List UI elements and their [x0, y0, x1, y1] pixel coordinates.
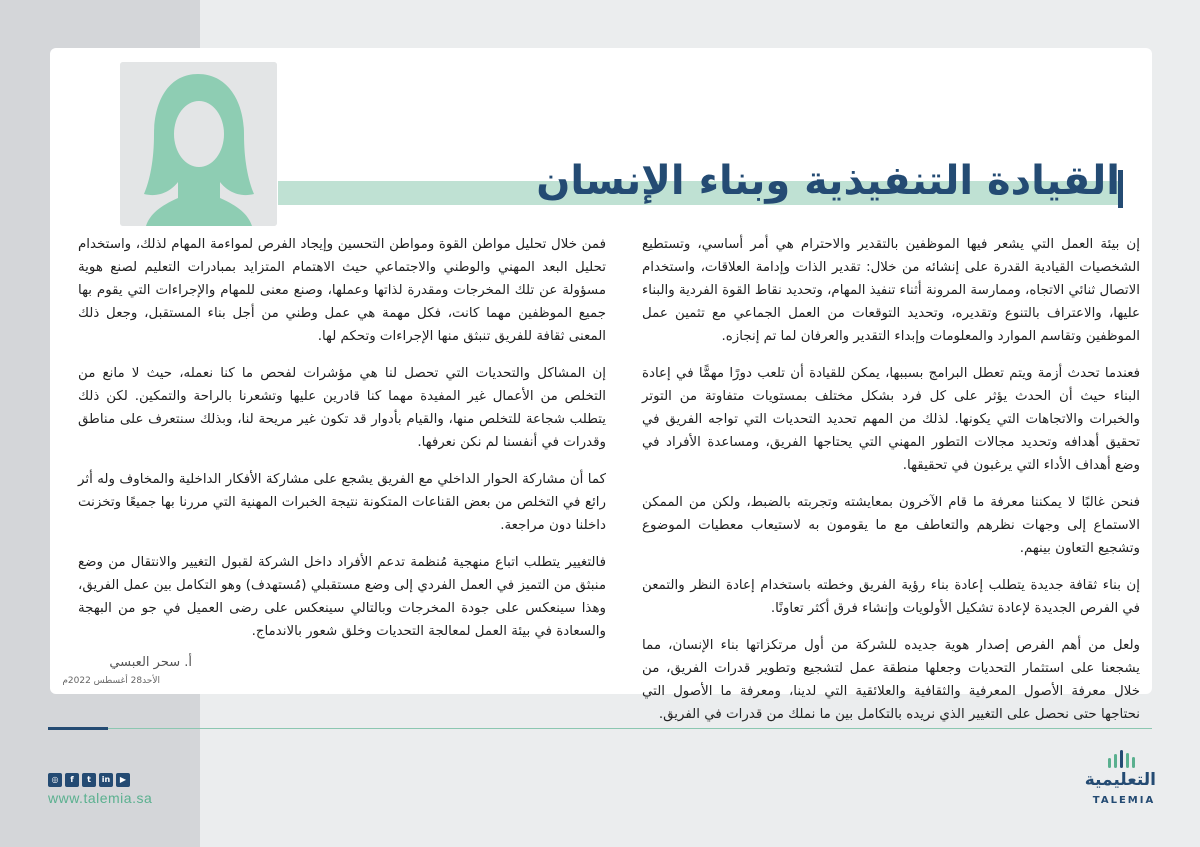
- paragraph: فعندما تحدث أزمة ويتم تعطل البرامج بسببها، يمكن للقيادة أن تلعب دورًا مهمًّا في إعادة البناء حيث أن الحدث يؤثر على كل فرد بشكل مختلف بمستويات متفاوتة من التوتر والخبرات والاتجاهات التي يكونها. لذلك من المهم تحديد التحديات التي تواجه الفريق في تحقيق أهدافه وتحديد مجالات التطور المهني التي يحتاجها الفريق، ومساعدة الأفراد في وضع أهداف الأداء التي يرغبون في تحقيقها.: [642, 366, 1140, 473]
- paragraph: ولعل من أهم الفرص إصدار هوية جديده للشركة من أول مرتكزاتها بناء الإنسان، مما يشجعنا على استثمار التحديات وجعلها منطقة عمل لتشجيع وتطوير قدرات الفريق، من خلال معرفة الأصول المعرفية والثقافية والعلائقية التي لدينا، ومعرفة ما الأصول التي نحتاجها حتى نحصل على التغيير الذي نريده بالتكامل بين ما نملك من قدرات في الفريق.: [642, 638, 1140, 722]
- author-avatar: [120, 62, 277, 226]
- paragraph: إن بناء ثقافة جديدة يتطلب إعادة بناء رؤية الفريق وخطته باستخدام إعادة النظر والتمعن في الفرص الجديدة لإعادة تشكيل الأولويات وإنشاء فرق أكثر تعاونًا.: [642, 578, 1140, 616]
- logo-bars-icon: [1106, 750, 1142, 770]
- paragraph: إن بيئة العمل التي يشعر فيها الموظفين بالتقدير والاحترام هي أمر أساسي، وتستطيع الشخصيات القيادية القدرة على إنشائه من خلال: تقدير الذات وإدامة العلاقات، واستخدام الاتصال ثنائي الاتجاه، وممارسة المرونة أثناء تنفيذ المهام، وتحديد نقاط القوة الفردية والبناء عليها، والاعتراف بالتنوع وتقديره، وتحديد التوقعات من العمل الجماعي مع تثمين عمل الموظفين وتقاسم الموارد والمعلومات وإبداء التقدير والعرفان لما تم إنجازه.: [642, 237, 1140, 344]
- instagram-icon[interactable]: ◎: [48, 773, 62, 787]
- facebook-icon[interactable]: f: [65, 773, 79, 787]
- logo-english-text: TALEMIA: [1092, 795, 1156, 806]
- paragraph: فالتغيير يتطلب اتباع منهجية مُنظمة تدعم الأفراد داخل الشركة لقبول التغيير والانتقال من وضع منبثق من التميز في العمل الفردي إلى وضع مستقبلي (مُستهدف) وهو التكامل بين عمل الفريق، وهذا سينعكس على جودة المخرجات وبالتالي سينعكس على رضى العميل في جو من البهجة والسعادة في بيئة العمل لمعالجة التحديات وخلق شعور بالاندماج.: [78, 555, 606, 639]
- publish-date: الأحد28 أغسطس 2022م: [62, 676, 160, 686]
- footer-divider: [48, 728, 1152, 729]
- paragraph: إن المشاكل والتحديات التي تحصل لنا هي مؤشرات لفحص ما كنا نعمله، حيث لا مانع من التخلص من الأعمال غير المفيدة مهما كنا قادرين عليها وتشعرنا بالراحة والتمكين. لكن ذلك يتطلب شجاعة للتخلص منها، والقيام بأدوار قد تكون غير مريحة لنا، وبذلك سنتعرف على مناطق وقدرات في أنفسنا لم نكن نعرفها.: [78, 366, 606, 450]
- logo-arabic-text: التعليمية: [1084, 770, 1156, 790]
- twitter-icon[interactable]: t: [82, 773, 96, 787]
- paragraph: فمن خلال تحليل مواطن القوة ومواطن التحسين وإيجاد الفرص لمواءمة المهام لذلك، واستخدام تحليل البعد المهني والوطني والاجتماعي حيث الاهتمام المتزايد بمبادرات التعليم لصنع هوية مسؤولة عن تلك المخرجات ومقدرة لذاتها وعملها، وصنع معنى للمهام والإجراءات التي يقوم بها جميع الموظفين مهما كانت، فكل مهمة هي عمل وطني من أجل بناء المستقبل، وجعل ذلك المعنى ثقافة للفريق تنبثق منها الإجراءات وتحكم لها.: [78, 237, 606, 344]
- youtube-icon[interactable]: ▶: [116, 773, 130, 787]
- talemia-logo: [1084, 750, 1156, 810]
- article-title: القيادة التنفيذية وبناء الإنسان: [536, 158, 1120, 204]
- hijab-avatar-icon: [120, 62, 277, 226]
- article-right-column: [642, 233, 1140, 740]
- website-link[interactable]: www.talemia.sa: [48, 790, 153, 806]
- paragraph: كما أن مشاركة الحوار الداخلي مع الفريق يشجع على مشاركة الأفكار الداخلية والمخاوف وله أثر رائع في التخلص من بعض القناعات المتكونة نتيجة الخبرات المهنية التي مررنا بها جميعًا وتخزنت داخلنا دون مراجعة.: [78, 472, 606, 533]
- article-left-column: [78, 233, 606, 657]
- linkedin-icon[interactable]: in: [99, 773, 113, 787]
- author-name: أ. سحر العبسي: [109, 655, 192, 670]
- footer-divider-accent: [48, 727, 108, 730]
- social-links: [48, 773, 130, 787]
- paragraph: فنحن غالبًا لا يمكننا معرفة ما قام الآخرون بمعايشته وتجربته بالضبط، ولكن من الممكن الاستماع إلى وجهات نظرهم والتعاطف مع ما يقومون به لاستيعاب معطيات الموضوع وتشجيع التعاون بينهم.: [642, 495, 1140, 556]
